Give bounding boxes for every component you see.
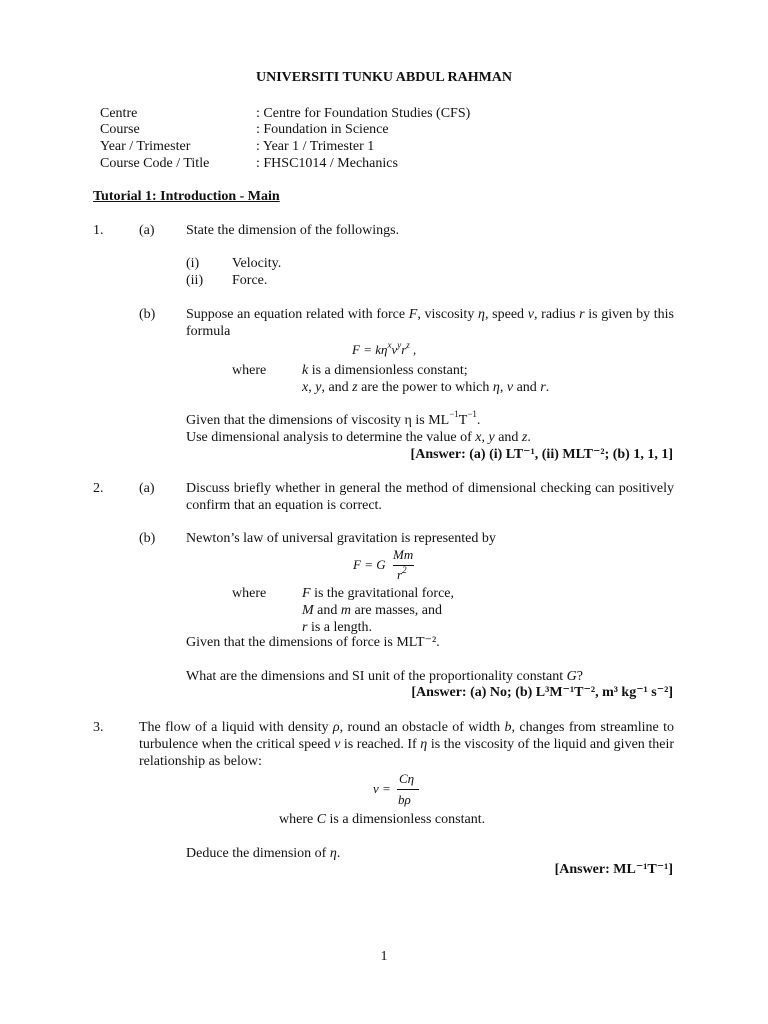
q2-number: 2. [93,481,104,496]
header-label-year: Year / Trimester [100,139,191,154]
university-title: UNIVERSITI TUNKU ABDUL RAHMAN [255,70,513,85]
q1a-text: State the dimension of the followings. [186,223,400,238]
q1b-use: Use dimensional analysis to determine the value of x, y and z. [186,430,531,445]
q1b-formula: $F = k\eta^xv^yr^z$ , [352,339,417,357]
header-label-centre: Centre [100,106,138,121]
header-value-year: : Year 1 / Trimester 1 [256,139,375,154]
q3-text: The flow of a liquid with density ρ, round an obstacle of width b, changes from streamline to turbulence when the critical speed v is reached. If η is the viscosity of the liquid and given their relationship as below: [139,720,675,769]
q1b-where-line2: x, y, and z are the power to which η, v and r. [302,380,550,395]
q1a-label: (a) [139,223,155,238]
q3-number: 3. [93,720,104,735]
q1b-given: Given that the dimensions of viscosity η is $ML^{-1}T^{-1}$. [186,409,481,428]
q3-answer: [Answer: ML⁻¹T⁻¹] [554,862,673,877]
q2b-where-line3: r is a length. [302,620,372,635]
tutorial-title: Tutorial 1: Introduction - Main [93,189,280,204]
q1-number: 1. [93,223,104,238]
q1-answer: [Answer: (a) (i) LT⁻¹, (ii) MLT⁻²; (b) 1, 1, 1] [410,447,673,462]
q3-formula-lhs: v = [373,781,391,796]
q2b-where-line2: M and m are masses, and [302,603,442,618]
q2-answer: [Answer: (a) No; (b) L³M⁻¹T⁻², m³ kg⁻¹ s⁻²] [411,685,673,700]
q2b-text: Newton’s law of universal gravitation is represented by [186,531,496,546]
header-value-centre: : Centre for Foundation Studies (CFS) [256,106,471,121]
q1a-i-label: (i) [186,256,200,271]
q2b-label: (b) [139,531,156,546]
q2a-text: Discuss briefly whether in general the method of dimensional checking can positively confirm that an equation is correct. [186,481,674,513]
q1a-i-text: Velocity. [232,256,282,271]
q1b-where-label: where [232,363,267,378]
header-value-code: : FHSC1014 / Mechanics [256,156,398,171]
q1b-label: (b) [139,307,156,322]
q3-where: where C is a dimensionless constant. [279,812,486,827]
q2b-formula-lhs: F = G [353,557,386,572]
header-value-course: : Foundation in Science [256,122,389,137]
header-label-course: Course [100,122,140,137]
q1a-ii-label: (ii) [186,273,204,288]
header-label-code: Course Code / Title [100,156,210,171]
q2b-where-line1: F is the gravitational force, [302,586,455,601]
q1b-text: Suppose an equation related with force F, viscosity η, speed v, radius r is given by this formula [186,307,675,339]
page-number: 1 [380,949,388,964]
q2b-given: Given that the dimensions of force is MLT⁻². [186,635,440,650]
q1a-ii-text: Force. [232,273,268,288]
q1b-where-line1: k is a dimensionless constant; [302,363,468,378]
q2b-question: What are the dimensions and SI unit of the proportionality constant G? [186,669,583,684]
q2b-where-label: where [232,586,267,601]
q3-deduce: Deduce the dimension of η. [186,846,341,861]
q2a-label: (a) [139,481,155,496]
